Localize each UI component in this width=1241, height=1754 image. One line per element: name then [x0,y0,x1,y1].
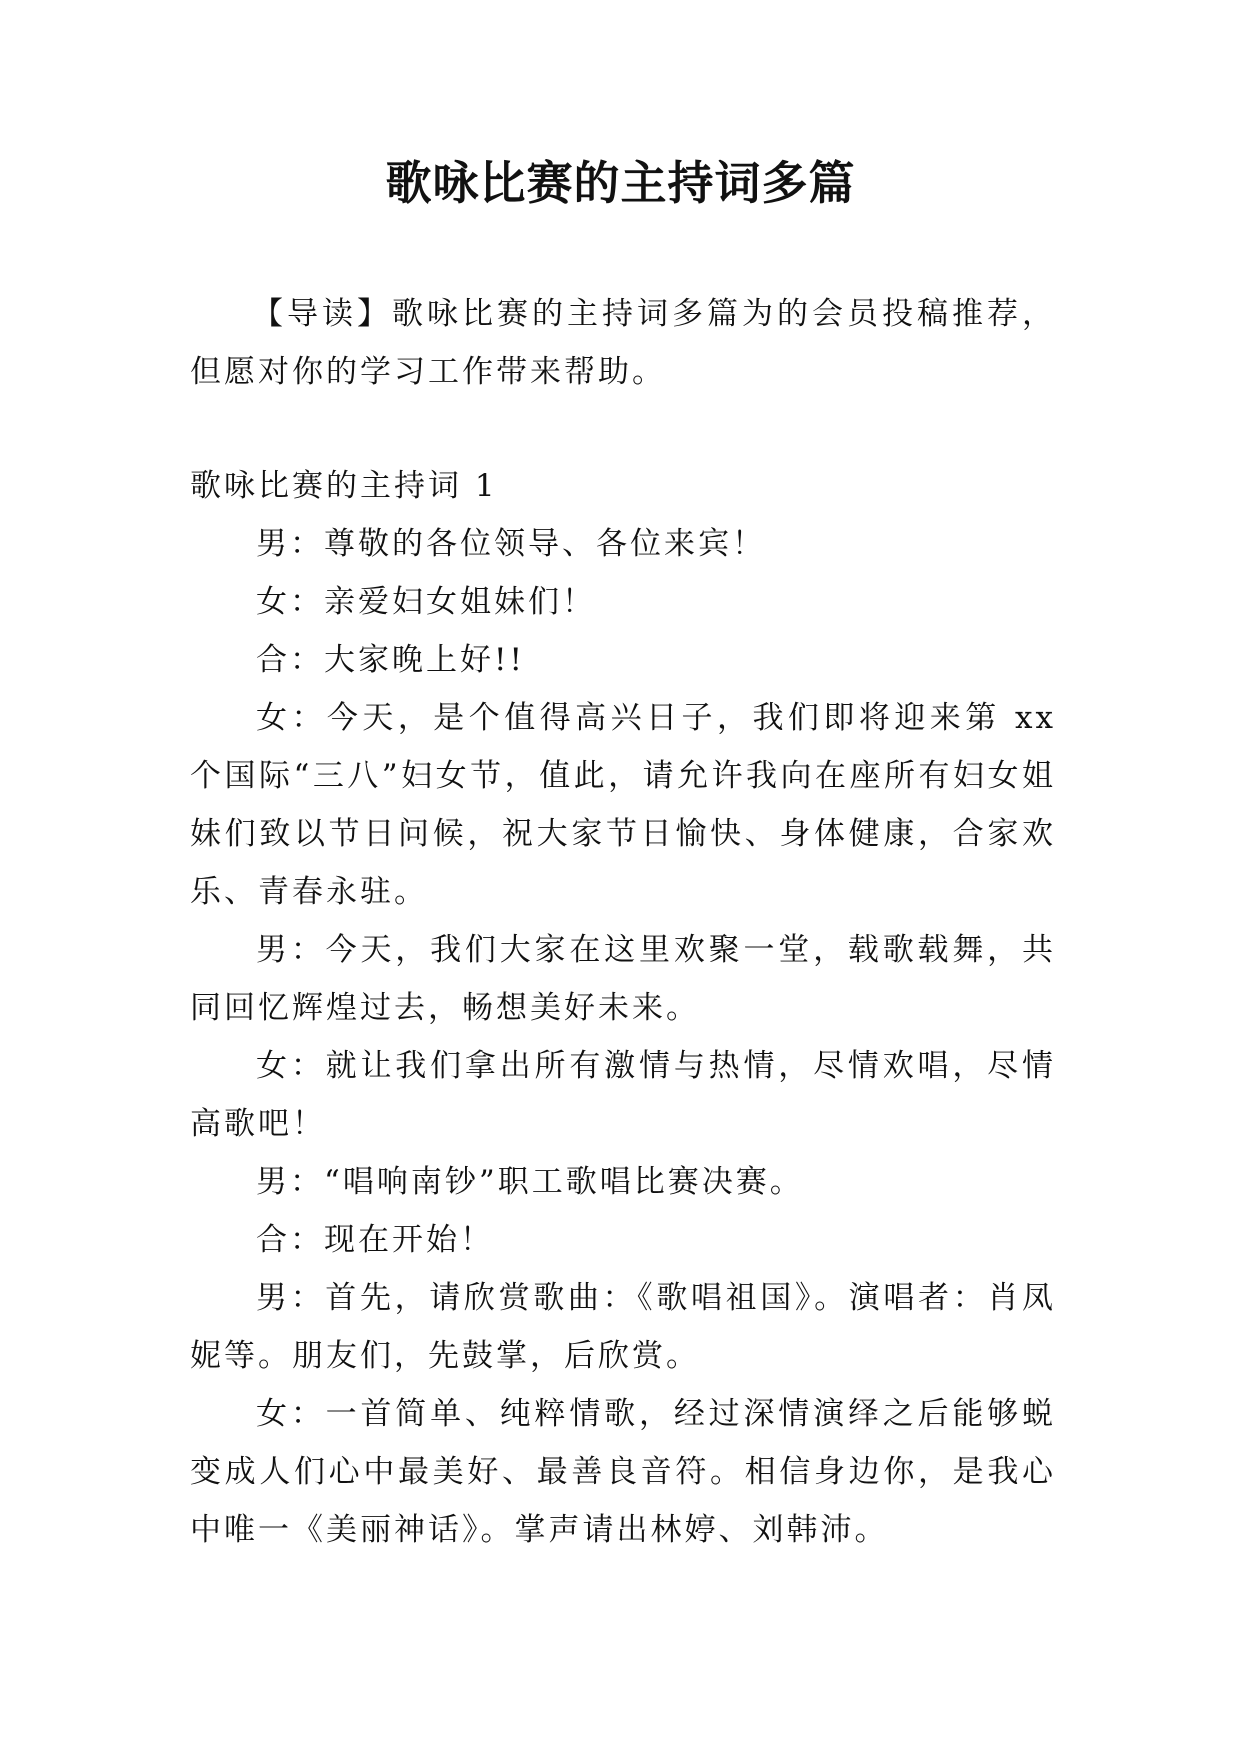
intro-paragraph: 【导读】歌咏比赛的主持词多篇为的会员投稿推荐，但愿对你的学习工作带来帮助。 [190,296,1056,390]
dialogue-paragraph: 合：现在开始！ [256,1222,494,1258]
dialogue-paragraph: 女：就让我们拿出所有激情与热情，尽情欢唱，尽情高歌吧！ [190,1048,1056,1142]
document-body [190,285,1056,1559]
dialogue-paragraph: 男：“唱响南钞”职工歌唱比赛决赛。 [256,1164,804,1200]
dialogue-paragraph: 女：一首简单、纯粹情歌，经过深情演绎之后能够蜕变成人们心中最美好、最善良音符。相信身边你，是我心中唯一《美丽神话》。掌声请出林婷、刘韩沛。 [190,1396,1056,1548]
dialogue-paragraph: 男：尊敬的各位领导、各位来宾！ [256,526,766,562]
dialogue-paragraph: 合：大家晚上好!! [256,642,525,678]
section-heading: 歌咏比赛的主持词 1 [190,468,498,504]
dialogue-paragraph: 男：今天，我们大家在这里欢聚一堂，载歌载舞，共同回忆辉煌过去，畅想美好未来。 [190,932,1056,1026]
dialogue-paragraph: 女：今天，是个值得高兴日子，我们即将迎来第 xx 个国际“三八”妇女节，值此，请允许我向在座所有妇女姐妹们致以节日问候，祝大家节日愉快、身体健康，合家欢乐、青春永驻。 [190,700,1056,910]
dialogue-paragraph: 女：亲爱妇女姐妹们！ [256,584,596,620]
document-title: 歌咏比赛的主持词多篇 [385,156,856,210]
dialogue-paragraph: 男：首先，请欣赏歌曲：《歌唱祖国》。演唱者：肖凤妮等。朋友们，先鼓掌，后欣赏。 [190,1280,1056,1374]
